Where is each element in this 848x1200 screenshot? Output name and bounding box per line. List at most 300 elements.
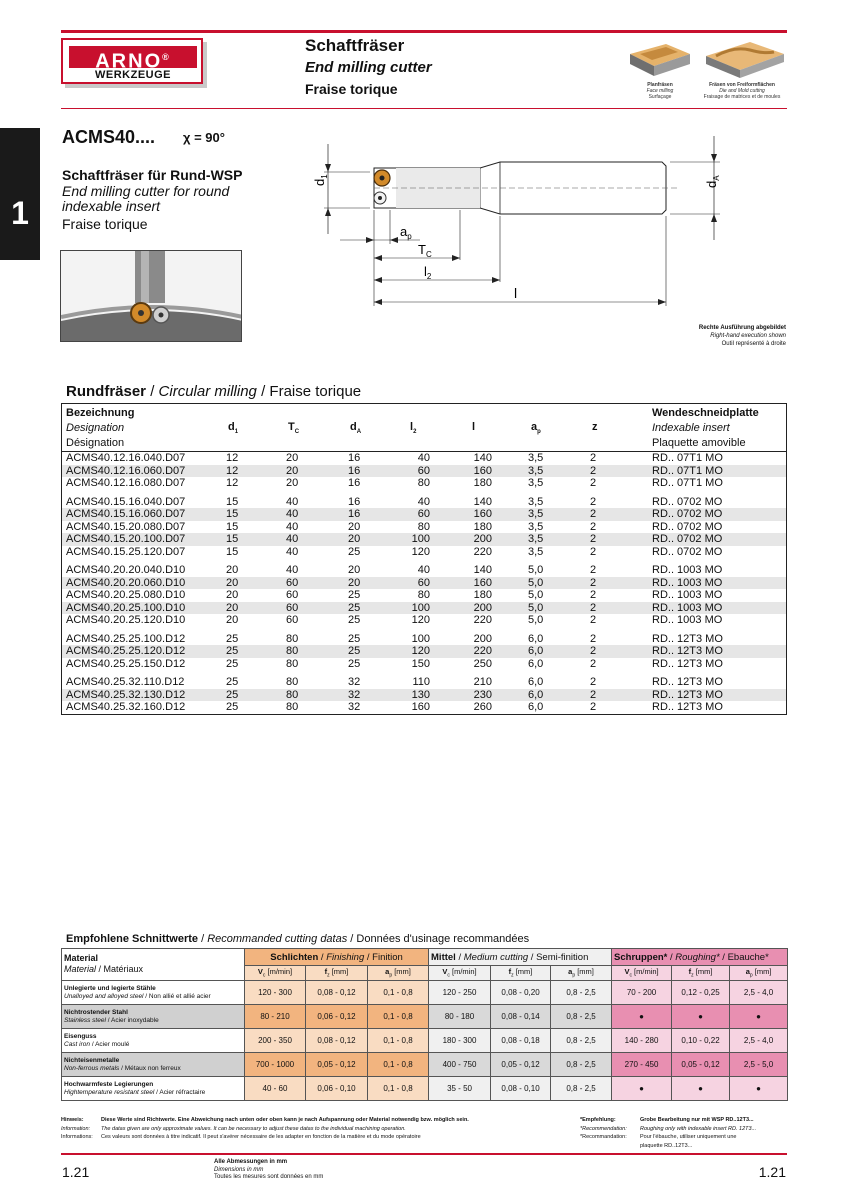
cell-z: 2 (590, 495, 597, 508)
roughing-header: Schruppen* / Roughing* / Ebauche* (612, 949, 788, 966)
cell-l: 200 (473, 533, 492, 545)
cutting-row (62, 1029, 788, 1053)
cell-d1: 20 (226, 564, 239, 576)
cell-da: 16 (348, 452, 361, 464)
cell-tc: 40 (286, 495, 299, 508)
cell-z: 2 (590, 589, 597, 601)
svg-text:l: l (514, 285, 518, 301)
cell-da: 25 (348, 657, 361, 670)
table-row (62, 508, 786, 521)
subheader-vc: $V_c$ [m/min] (245, 966, 306, 981)
cutting-value: 0,1 - 0,8 (368, 1077, 429, 1101)
cell-l2: 120 (411, 645, 430, 657)
cutting-row (62, 1053, 788, 1077)
logo-subtitle: WERKZEUGE (95, 69, 171, 81)
cutting-value: ● (730, 1005, 788, 1029)
cutting-value: 120 - 250 (429, 981, 491, 1005)
cell-l: 200 (473, 601, 492, 614)
cell-z: 2 (590, 676, 597, 688)
cell-d1: 15 (226, 495, 239, 508)
face-milling-caption: Planfräsen Face milling Surfaçage (646, 82, 674, 100)
subheader-ap: $a_p$ [mm] (368, 966, 429, 981)
cutting-value: 0,05 - 0,12 (491, 1053, 551, 1077)
notes-hint: Hinweis: Diese Werte sind Richtwerte. Eine Abweichung nach unten oder oben kann je nach Aufspannung oder Material notwendig bzw. möglich sein. Information: The datas given are only approximate values. It can be necessary to adjust these datas to the individual machining operation. Informations: Ces valeurs sont données à titre indicatif. Il peut s'avérer nécessaire de les adapter en fonction de la matière et du mode opératoire (61, 1117, 469, 1140)
cell-l2: 100 (411, 632, 430, 645)
logo-frame (61, 38, 203, 84)
cell-ap: 5,0 (528, 614, 544, 626)
table-row (62, 564, 786, 577)
cutting-value: 0,08 - 0,18 (491, 1029, 551, 1053)
cutting-value: 80 - 210 (245, 1005, 306, 1029)
cell-l2: 120 (411, 614, 430, 626)
cell-l2: 60 (417, 464, 430, 477)
cell-insert: RD.. 1003 MO (652, 576, 723, 589)
cell-da: 16 (348, 495, 361, 508)
cutting-row (62, 1077, 788, 1101)
table-row (62, 633, 786, 646)
cutting-value: ● (730, 1077, 788, 1101)
cell-da: 32 (348, 701, 361, 713)
main-table-title: Rundfräser / Circular milling / Fraise torique (66, 383, 362, 400)
cell-designation: ACMS40.20.25.120.D10 (66, 614, 186, 626)
application-photo (60, 250, 242, 342)
cell-l: 140 (473, 452, 492, 464)
cell-designation: ACMS40.15.20.080.D07 (66, 520, 186, 533)
cell-ap: 6,0 (528, 688, 544, 701)
cell-l2: 80 (417, 520, 430, 533)
cell-da: 32 (348, 688, 361, 701)
cell-da: 25 (348, 614, 361, 626)
cell-ap: 3,5 (528, 464, 544, 477)
notes-recommendation: *Empfehlung: Grobe Bearbeitung nur mit WSP RD..12T3... *Recommendation: Roughing only with indexable insert RD. 12T3... *Recommandation: Pour l'ébauche, utiliser uniquement une plaquette RD..12T3... (580, 1117, 757, 1149)
table-row (62, 602, 786, 615)
cell-ap: 3,5 (528, 545, 544, 558)
col-z: z (592, 421, 598, 433)
cell-ap: 5,0 (528, 601, 544, 614)
cell-d1: 25 (226, 657, 239, 670)
subheader-fz: $f_z$ [mm] (672, 966, 730, 981)
cell-d1: 12 (226, 464, 239, 477)
page-number-right: 1.21 (758, 1164, 786, 1180)
cutting-value: 80 - 180 (429, 1005, 491, 1029)
cell-z: 2 (590, 632, 597, 645)
cell-insert: RD.. 0702 MO (652, 495, 723, 508)
page-title-en: End milling cutter (305, 59, 432, 76)
cell-z: 2 (590, 576, 597, 589)
col-d1: $d_1$ (228, 421, 239, 436)
cutting-value: 70 - 200 (612, 981, 672, 1005)
cell-insert: RD.. 0702 MO (652, 533, 723, 545)
table-row (62, 546, 786, 559)
cell-l: 220 (473, 645, 492, 657)
cell-l2: 80 (417, 589, 430, 601)
cutting-value: 0,05 - 0,12 (672, 1053, 730, 1077)
dimensions-note: Alle Abmessungen in mm Dimensions in mm Toutes les mesures sont données en mm (214, 1159, 324, 1180)
cutting-row (62, 1005, 788, 1029)
cell-insert: RD.. 1003 MO (652, 589, 723, 601)
table-row (62, 452, 786, 465)
cell-insert: RD.. 0702 MO (652, 508, 723, 520)
col-tc: $T_C$ (288, 421, 300, 436)
header-top-rule (61, 30, 787, 33)
mold-cutting-illustration (704, 40, 786, 85)
cell-designation: ACMS40.15.16.060.D07 (66, 508, 186, 520)
cell-z: 2 (590, 657, 597, 670)
cutting-value: 0,05 - 0,12 (306, 1053, 368, 1077)
table-row (62, 477, 786, 490)
table-row (62, 496, 786, 509)
table-row (62, 577, 786, 590)
cell-insert: RD.. 07T1 MO (652, 452, 723, 464)
cell-da: 25 (348, 645, 361, 657)
subheader-fz: $f_z$ [mm] (491, 966, 551, 981)
cell-tc: 40 (286, 520, 299, 533)
cell-designation: ACMS40.20.25.100.D10 (66, 601, 186, 614)
cell-l2: 40 (417, 495, 430, 508)
material-cell: Nichteisenmetalle Non-ferrous metals / Métaux non ferreux (62, 1053, 245, 1077)
cutting-value: 2,5 - 5,0 (730, 1053, 788, 1077)
cell-l2: 60 (417, 508, 430, 520)
tool-dimension-drawing (300, 130, 730, 316)
cutting-value: 200 - 350 (245, 1029, 306, 1053)
cell-ap: 6,0 (528, 701, 544, 713)
subheader-fz: $f_z$ [mm] (306, 966, 368, 981)
cutting-value: 0,12 - 0,25 (672, 981, 730, 1005)
cell-insert: RD.. 1003 MO (652, 614, 723, 626)
cell-d1: 15 (226, 508, 239, 520)
cell-designation: ACMS40.12.16.060.D07 (66, 464, 186, 477)
cell-da: 25 (348, 601, 361, 614)
cell-da: 16 (348, 508, 361, 520)
cell-ap: 5,0 (528, 589, 544, 601)
material-cell: Nichtrostender Stahl Stainless steel / Acier inoxydable (62, 1005, 245, 1029)
cell-tc: 80 (286, 688, 299, 701)
cell-tc: 20 (286, 464, 299, 477)
col-insert: Wendeschneidplatte Indexable insert Plaquette amovible (652, 407, 759, 449)
cell-tc: 80 (286, 632, 299, 645)
cutting-value: 0,1 - 0,8 (368, 1053, 429, 1077)
cell-z: 2 (590, 688, 597, 701)
cutting-value: 0,08 - 0,12 (306, 981, 368, 1005)
cell-d1: 12 (226, 452, 239, 464)
cell-tc: 60 (286, 589, 299, 601)
cell-l: 160 (473, 576, 492, 589)
cell-insert: RD.. 12T3 MO (652, 645, 723, 657)
cell-designation: ACMS40.25.32.110.D12 (66, 676, 185, 688)
cutting-value: 2,5 - 4,0 (730, 1029, 788, 1053)
page-number-left: 1.21 (62, 1164, 90, 1180)
svg-text:dA: $d_A$ (704, 175, 721, 188)
material-cell: Eisenguss Cast iron / Acier moulé (62, 1029, 245, 1053)
material-cell: Unlegierte und legierte Stähle Unalloyed and alloyed steel / Non allié et allié acier (62, 981, 245, 1005)
cell-ap: 3,5 (528, 533, 544, 545)
subheader-ap: $a_p$ [mm] (551, 966, 612, 981)
cell-z: 2 (590, 508, 597, 520)
cell-tc: 20 (286, 452, 299, 464)
cell-d1: 15 (226, 520, 239, 533)
cell-d1: 20 (226, 601, 239, 614)
cutting-value: ● (612, 1005, 672, 1029)
cell-ap: 3,5 (528, 452, 544, 464)
cell-ap: 6,0 (528, 676, 544, 688)
cell-d1: 12 (226, 477, 239, 489)
cell-d1: 25 (226, 632, 239, 645)
cell-da: 25 (348, 632, 361, 645)
cell-ap: 6,0 (528, 645, 544, 657)
cell-designation: ACMS40.15.25.120.D07 (66, 545, 186, 558)
cell-insert: RD.. 12T3 MO (652, 676, 723, 688)
cutting-value: 0,1 - 0,8 (368, 1005, 429, 1029)
cell-insert: RD.. 07T1 MO (652, 477, 723, 489)
product-table-header (62, 404, 786, 452)
page-title-fr: Fraise torique (305, 81, 398, 97)
cell-z: 2 (590, 477, 597, 489)
cell-designation: ACMS40.25.32.160.D12 (66, 701, 186, 713)
cell-z: 2 (590, 452, 597, 464)
cell-d1: 25 (226, 676, 239, 688)
cutting-value: 35 - 50 (429, 1077, 491, 1101)
cell-designation: ACMS40.20.20.040.D10 (66, 564, 186, 576)
cell-l: 160 (473, 464, 492, 477)
svg-text:d1: $d_1$ (312, 174, 329, 186)
cell-da: 20 (348, 533, 361, 545)
col-da: $d_A$ (350, 421, 362, 436)
cutting-value: 0,06 - 0,12 (306, 1005, 368, 1029)
cell-d1: 15 (226, 545, 239, 558)
cell-l2: 130 (411, 688, 430, 701)
cutting-value: ● (672, 1077, 730, 1101)
cell-l: 180 (473, 520, 492, 533)
cutting-value: 0,8 - 2,5 (551, 1029, 612, 1053)
cell-l2: 150 (411, 657, 430, 670)
cell-ap: 3,5 (528, 508, 544, 520)
cell-l: 220 (473, 614, 492, 626)
cell-tc: 40 (286, 533, 299, 545)
cell-designation: ACMS40.12.16.040.D07 (66, 452, 186, 464)
cell-insert: RD.. 12T3 MO (652, 657, 723, 670)
execution-note: Rechte Ausführung abgebildet Right-hand execution shown Outil représenté à droite (698, 325, 786, 347)
cell-z: 2 (590, 464, 597, 477)
cell-da: 25 (348, 589, 361, 601)
cell-designation: ACMS40.20.25.080.D10 (66, 589, 186, 601)
cell-da: 25 (348, 545, 361, 558)
cutting-value: 0,08 - 0,12 (306, 1029, 368, 1053)
cell-d1: 25 (226, 701, 239, 713)
cell-tc: 80 (286, 676, 299, 688)
cell-designation: ACMS40.15.20.100.D07 (66, 533, 186, 545)
cell-tc: 40 (286, 545, 299, 558)
table-row (62, 689, 786, 702)
cell-tc: 60 (286, 614, 299, 626)
product-desc-de: Schaftfräser für Rund-WSP (62, 167, 243, 183)
col-l2: $l_2$ (410, 421, 417, 436)
cell-designation: ACMS40.25.25.150.D12 (66, 657, 186, 670)
table-row (62, 589, 786, 602)
svg-text:TC: $T_C$ (418, 242, 432, 259)
cell-da: 16 (348, 477, 361, 489)
cell-tc: 80 (286, 657, 299, 670)
cell-designation: ACMS40.25.25.100.D12 (66, 632, 186, 645)
cutting-value: 0,1 - 0,8 (368, 1029, 429, 1053)
page-title-de: Schaftfräser (305, 36, 405, 55)
cutting-value: ● (672, 1005, 730, 1029)
cell-d1: 15 (226, 533, 239, 545)
product-table (61, 403, 787, 715)
cell-designation: ACMS40.20.20.060.D10 (66, 576, 186, 589)
cutting-value: 270 - 450 (612, 1053, 672, 1077)
mold-cutting-caption: Fräsen von Freiformflächen Die and Mold cutting Fraisage de matrices et de moules (703, 82, 781, 100)
face-milling-illustration (626, 40, 692, 85)
header-bottom-rule (61, 108, 787, 109)
cell-insert: RD.. 0702 MO (652, 520, 723, 533)
col-l: l (472, 421, 476, 433)
cell-designation: ACMS40.12.16.080.D07 (66, 477, 186, 489)
finishing-header: Schlichten / Finishing / Finition (245, 949, 429, 966)
product-table-body (62, 452, 786, 714)
cutting-value: 700 - 1000 (245, 1053, 306, 1077)
cell-l: 140 (473, 564, 492, 576)
cell-z: 2 (590, 520, 597, 533)
table-row (62, 521, 786, 534)
cell-da: 20 (348, 520, 361, 533)
cell-l: 250 (473, 657, 492, 670)
cutting-value: 0,08 - 0,14 (491, 1005, 551, 1029)
col-designation: Bezeichnung Designation Désignation (66, 407, 135, 449)
cell-da: 20 (348, 576, 361, 589)
cutting-value: 0,1 - 0,8 (368, 981, 429, 1005)
cutting-value: 0,10 - 0,22 (672, 1029, 730, 1053)
arno-logo (61, 38, 207, 88)
cutting-data-table (61, 948, 788, 1101)
cutting-row (62, 981, 788, 1005)
cell-designation: ACMS40.25.32.130.D12 (66, 688, 186, 701)
cell-z: 2 (590, 533, 597, 545)
cell-ap: 3,5 (528, 477, 544, 489)
product-code: ACMS40.... (62, 127, 156, 147)
col-ap: $a_p$ (531, 421, 541, 436)
svg-text:ap: $a_p$ (400, 224, 412, 241)
cell-ap: 3,5 (528, 495, 544, 508)
footer-rule (61, 1153, 787, 1155)
cell-ap: 5,0 (528, 564, 544, 576)
subheader-ap: $a_p$ [mm] (730, 966, 788, 981)
cell-d1: 20 (226, 576, 239, 589)
cell-l: 140 (473, 495, 492, 508)
cell-ap: 6,0 (528, 657, 544, 670)
cutting-value: 0,8 - 2,5 (551, 1077, 612, 1101)
cell-tc: 60 (286, 576, 299, 589)
cutting-value: 120 - 300 (245, 981, 306, 1005)
table-row (62, 701, 786, 714)
product-angle: χ = 90° (183, 130, 225, 145)
cell-da: 16 (348, 464, 361, 477)
cutting-value: 0,8 - 2,5 (551, 1053, 612, 1077)
cell-l: 230 (473, 688, 492, 701)
cell-da: 32 (348, 676, 361, 688)
cell-d1: 25 (226, 688, 239, 701)
cell-insert: RD.. 1003 MO (652, 564, 723, 576)
subheader-vc: $V_c$ [m/min] (429, 966, 491, 981)
cell-l2: 120 (411, 545, 430, 558)
cell-tc: 80 (286, 645, 299, 657)
cell-l: 180 (473, 589, 492, 601)
cell-designation: ACMS40.25.25.120.D12 (66, 645, 186, 657)
table-row (62, 614, 786, 627)
cell-z: 2 (590, 545, 597, 558)
logo-wordmark: ARNO® (69, 46, 197, 68)
material-header: Material Material / Matériaux (62, 949, 245, 981)
cutting-value: 0,8 - 2,5 (551, 1005, 612, 1029)
material-cell: Hochwarmfeste Legierungen Hightemperature resistant steel / Acier réfractaire (62, 1077, 245, 1101)
table-row (62, 658, 786, 671)
cell-l2: 40 (417, 452, 430, 464)
cutting-value: 40 - 60 (245, 1077, 306, 1101)
cell-d1: 25 (226, 645, 239, 657)
cell-z: 2 (590, 645, 597, 657)
cell-z: 2 (590, 614, 597, 626)
cell-l: 260 (473, 701, 492, 713)
cell-insert: RD.. 07T1 MO (652, 464, 723, 477)
cutting-value: 2,5 - 4,0 (730, 981, 788, 1005)
cutting-value: ● (612, 1077, 672, 1101)
cell-tc: 40 (286, 564, 299, 576)
cell-l2: 60 (417, 576, 430, 589)
cell-z: 2 (590, 564, 597, 576)
cell-l: 180 (473, 477, 492, 489)
cell-tc: 80 (286, 701, 299, 713)
product-desc-fr: Fraise torique (62, 216, 148, 232)
cell-z: 2 (590, 701, 597, 713)
cell-l2: 40 (417, 564, 430, 576)
table-row (62, 676, 786, 689)
cell-insert: RD.. 12T3 MO (652, 701, 723, 713)
cutting-value: 400 - 750 (429, 1053, 491, 1077)
product-desc-en: End milling cutter for round indexable insert (62, 183, 230, 214)
cutting-value: 0,08 - 0,20 (491, 981, 551, 1005)
cutting-value: 180 - 300 (429, 1029, 491, 1053)
cell-l: 200 (473, 632, 492, 645)
cell-d1: 20 (226, 614, 239, 626)
cell-tc: 60 (286, 601, 299, 614)
cell-tc: 20 (286, 477, 299, 489)
cell-ap: 3,5 (528, 520, 544, 533)
cell-l2: 110 (412, 676, 430, 688)
cell-l2: 80 (417, 477, 430, 489)
cell-l: 160 (473, 508, 492, 520)
cutting-data-body (62, 981, 788, 1101)
cell-designation: ACMS40.15.16.040.D07 (66, 495, 186, 508)
cell-d1: 20 (226, 589, 239, 601)
table-row (62, 645, 786, 658)
subheader-vc: $V_c$ [m/min] (612, 966, 672, 981)
cell-ap: 6,0 (528, 632, 544, 645)
medium-header: Mittel / Medium cutting / Semi-finition (429, 949, 612, 966)
cell-l2: 100 (411, 601, 430, 614)
cell-z: 2 (590, 601, 597, 614)
table-row (62, 533, 786, 546)
cell-l2: 100 (411, 533, 430, 545)
cell-insert: RD.. 12T3 MO (652, 632, 723, 645)
chapter-tab: 1 (0, 128, 40, 260)
cell-l: 210 (473, 676, 492, 688)
table-row (62, 465, 786, 478)
cell-l: 220 (473, 545, 492, 558)
svg-text:l2: $l_2$ (424, 264, 432, 281)
cell-insert: RD.. 0702 MO (652, 545, 723, 558)
cutting-value: 0,06 - 0,10 (306, 1077, 368, 1101)
cell-ap: 5,0 (528, 576, 544, 589)
cutting-data-title: Empfohlene Schnittwerte / Recommanded cutting datas / Données d'usinage recommandées (66, 933, 530, 945)
